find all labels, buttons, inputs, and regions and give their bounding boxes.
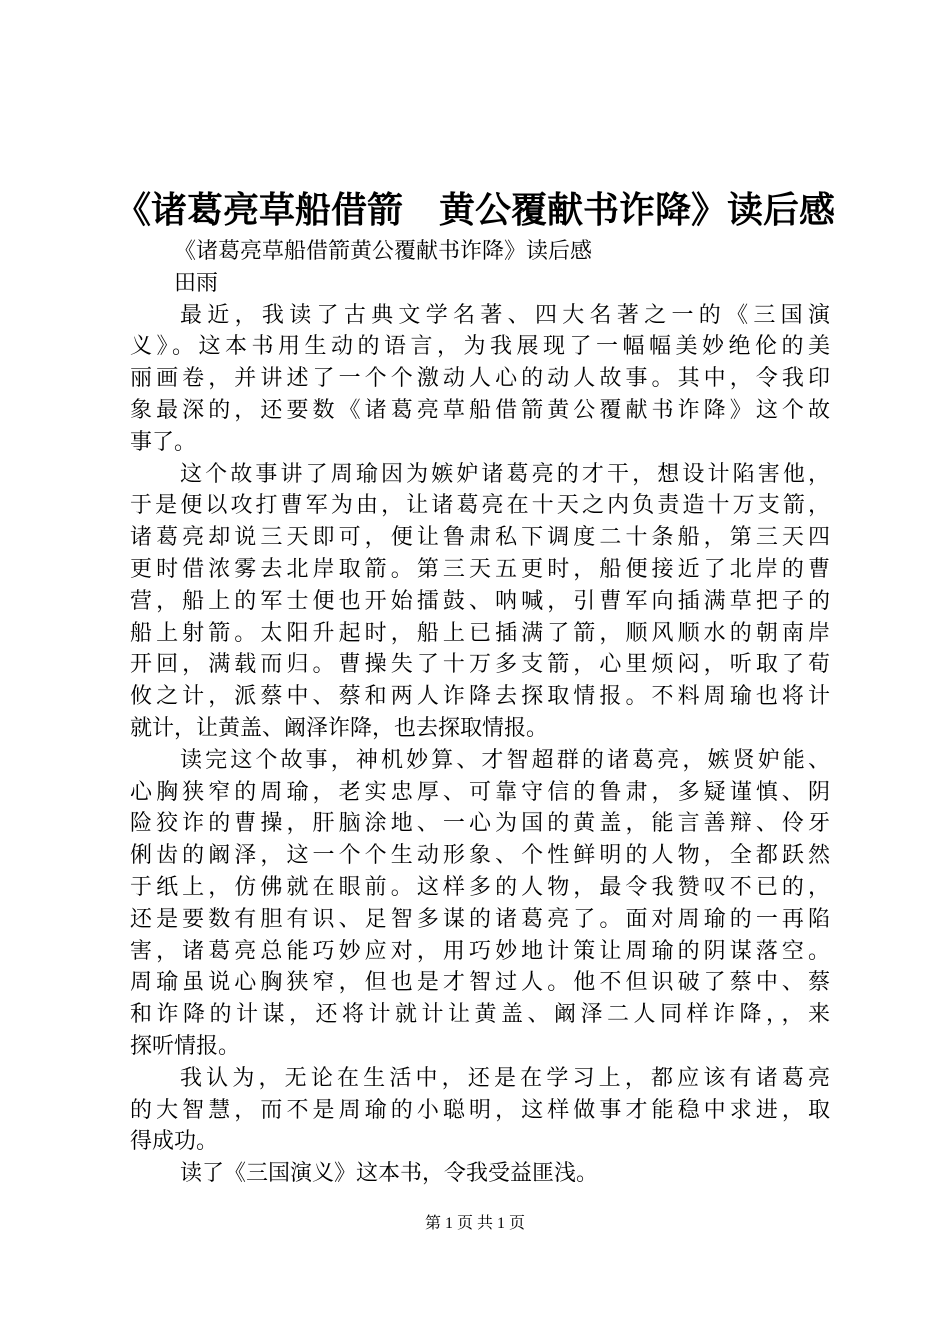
- paragraph-line: 营，船上的军士便也开始擂鼓、呐喊，引曹军向插满草把子的: [130, 588, 830, 614]
- author-line: 田雨: [174, 270, 219, 296]
- subtitle-line: 《诸葛亮草船借箭黄公覆献书诈降》读后感: [174, 239, 593, 264]
- paragraph-line: 最近，我读了古典文学名著、四大名著之一的《三国演: [180, 302, 830, 328]
- paragraph-line: 于纸上，仿佛就在眼前。这样多的人物，最令我赞叹不已的，: [130, 874, 830, 900]
- page-footer: 第 1 页 共 1 页: [424, 1215, 525, 1232]
- paragraph-line: 攸之计，派蔡中、蔡和两人诈降去探取情报。不料周瑜也将计: [130, 684, 830, 710]
- paragraph-line: 象最深的，还要数《诸葛亮草船借箭黄公覆献书诈降》这个故: [130, 397, 830, 423]
- paragraph-line: 船上射箭。太阳升起时，船上已插满了箭，顺风顺水的朝南岸: [130, 620, 830, 646]
- paragraph-line: 事了。: [130, 429, 197, 455]
- paragraph-line: 丽画卷，并讲述了一个个激动人心的动人故事。其中，令我印: [130, 366, 830, 392]
- paragraph-line: 周瑜虽说心胸狭窄，但也是才智过人。他不但识破了蔡中、蔡: [130, 970, 830, 996]
- paragraph-line: 得成功。: [130, 1129, 219, 1155]
- paragraph-line: 还是要数有胆有识、足智多谋的诸葛亮了。面对周瑜的一再陷: [130, 906, 830, 932]
- paragraph-line: 诸葛亮却说三天即可，便让鲁肃私下调度二十条船，第三天四: [130, 525, 830, 551]
- paragraph-line: 读完这个故事，神机妙算、才智超群的诸葛亮，嫉贤妒能、: [180, 747, 830, 773]
- paragraph-line: 这个故事讲了周瑜因为嫉妒诸葛亮的才干，想设计陷害他，: [180, 461, 830, 487]
- paragraph-line: 读了《三国演义》这本书，令我受益匪浅。: [180, 1161, 599, 1187]
- paragraph-line: 更时借浓雾去北岸取箭。第三天五更时，船便接近了北岸的曹: [130, 556, 830, 582]
- paragraph-line: 心胸狭窄的周瑜，老实忠厚、可靠守信的鲁肃，多疑谨慎、阴: [130, 779, 830, 805]
- paragraph-line: 俐齿的阚泽，这一个个生动形象、个性鲜明的人物，全都跃然: [130, 843, 830, 869]
- document-body: [130, 236, 830, 1190]
- paragraph-line: 探听情报。: [130, 1033, 241, 1059]
- paragraph-line: 害，诸葛亮总能巧妙应对，用巧妙地计策让周瑜的阴谋落空。: [130, 938, 830, 964]
- paragraph-line: 和诈降的计谋，还将计就计让黄盖、阚泽二人同样诈降，，来: [130, 1002, 830, 1028]
- paragraph-line: 险狡诈的曹操，肝脑涂地、一心为国的黄盖，能言善辩、伶牙: [130, 811, 830, 837]
- paragraph-line: 义》。这本书用生动的语言，为我展现了一幅幅美妙绝伦的美: [130, 334, 830, 360]
- paragraph-line: 开回，满载而归。曹操失了十万多支箭，心里烦闷，听取了荀: [130, 652, 830, 678]
- paragraph-line: 的大智慧，而不是周瑜的小聪明，这样做事才能稳中求进，取: [130, 1097, 830, 1123]
- paragraph-line: 我认为，无论在生活中，还是在学习上，都应该有诸葛亮: [180, 1065, 830, 1091]
- paragraph-line: 就计，让黄盖、阚泽诈降，也去探取情报。: [130, 715, 549, 741]
- document-title: 《诸葛亮草船借箭 黄公覆献书诈降》读后感: [114, 189, 835, 231]
- paragraph-line: 于是便以攻打曹军为由，让诸葛亮在十天之内负责造十万支箭，: [130, 493, 830, 519]
